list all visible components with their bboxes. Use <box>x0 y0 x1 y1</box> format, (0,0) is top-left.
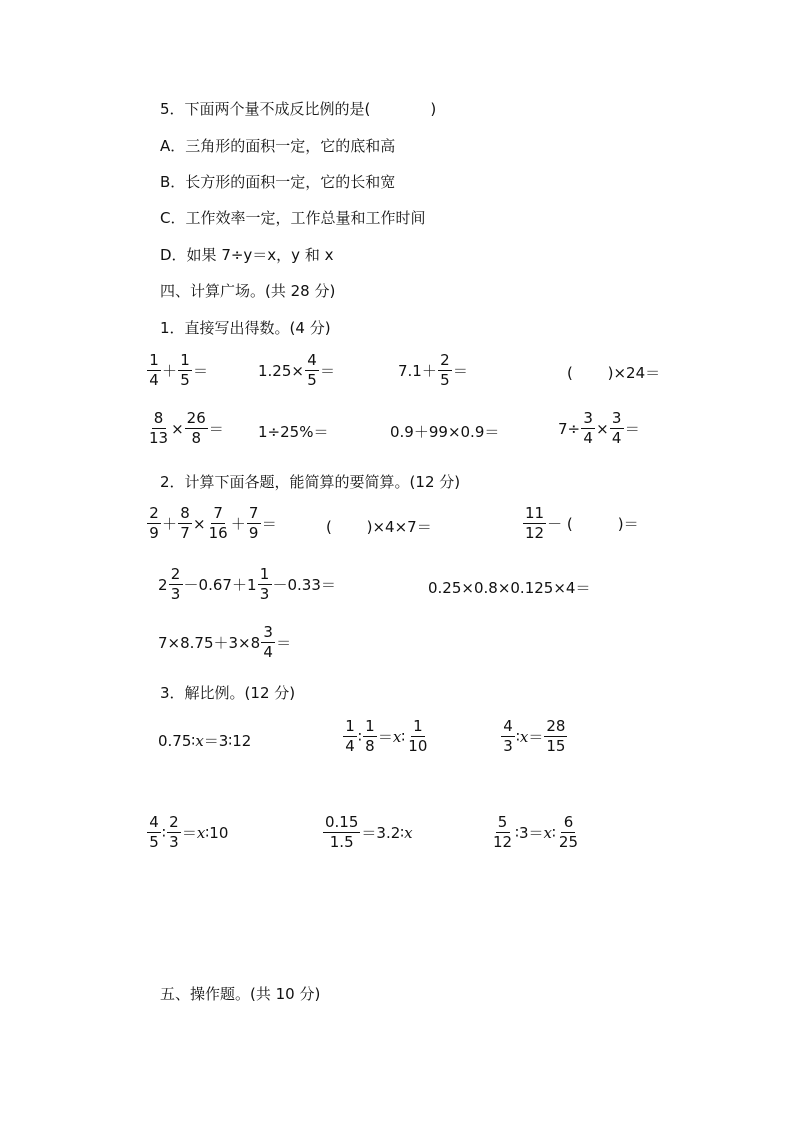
proportion-4: $\frac{4}{5}$ ∶ $\frac{2}{3}$ ＝ x ∶10 <box>146 814 228 852</box>
section-4-heading: 四、计算广场。(共 28 分) <box>160 282 336 300</box>
calc-2-1: $\frac{2}{9}$ ＋ $\frac{8}{7}$ × $\frac{7}{16}$ ＋ $\frac{7}{9}$ ＝ <box>146 505 277 543</box>
fraction: $\frac{1}{4}$ <box>147 352 161 390</box>
mixed-number: 1 $\frac{1}{3}$ <box>247 566 273 604</box>
fraction: $\frac{7}{9}$ <box>247 505 261 543</box>
proportion-5: $\frac{0.15}{1.5}$ ＝3.2∶ x <box>325 813 413 852</box>
proportion-1: 0.75∶ x ＝3∶12 <box>158 731 252 750</box>
part-3-title: 3．解比例。(12 分) <box>160 684 296 702</box>
calc-1-2: 1.25× $\frac{4}{5}$ ＝ <box>258 351 335 390</box>
section-5-heading: 五、操作题。(共 10 分) <box>160 985 321 1003</box>
part-1-title: 1．直接写出得数。(4 分) <box>160 319 331 337</box>
fraction: $\frac{2}{3}$ <box>169 566 183 604</box>
proportion-2: $\frac{1}{4}$ ∶ $\frac{1}{8}$ ＝ x ∶ $\frac{1}{10}$ <box>342 718 430 756</box>
fraction: $\frac{2}{5}$ <box>438 352 452 390</box>
calc-1-3: 7.1＋ $\frac{2}{5}$ ＝ <box>398 351 468 390</box>
fraction: $\frac{1}{10}$ <box>408 717 428 756</box>
fraction: $\frac{6}{25}$ <box>558 813 579 852</box>
calc-1-1: $\frac{1}{4}$ ＋ $\frac{1}{5}$ ＝ <box>146 352 208 390</box>
proportion-6: $\frac{5}{12}$ ∶3＝ x ∶ $\frac{6}{25}$ <box>493 813 579 852</box>
proportion-3: $\frac{4}{3}$ ∶ x ＝ $\frac{28}{15}$ <box>500 718 568 756</box>
fraction: $\frac{1}{3}$ <box>258 566 272 604</box>
option-d: D．如果 7÷y＝x，y 和 x <box>160 246 334 264</box>
fraction: $\frac{1}{8}$ <box>363 718 377 756</box>
calc-1-4: ( )×24＝ <box>567 364 661 382</box>
option-b: B．长方形的面积一定，它的长和宽 <box>160 173 396 191</box>
mixed-number: 2 $\frac{2}{3}$ <box>158 566 184 604</box>
question-5-title: 5．下面两个量不成反比例的是( ) <box>160 100 437 118</box>
part-2-title: 2．计算下面各题，能简算的要简算。(12 分) <box>160 473 461 491</box>
calc-2-2: ( )×4×7＝ <box>326 518 432 536</box>
calc-1-6: 1÷25%＝ <box>258 423 329 441</box>
calc-1-5: $\frac{8}{13}$ × $\frac{26}{8}$ ＝ <box>149 409 224 448</box>
fraction: $\frac{8}{7}$ <box>178 505 192 543</box>
fraction: $\frac{3}{4}$ <box>610 410 624 448</box>
fraction: $\frac{2}{3}$ <box>167 814 181 852</box>
fraction: $\frac{5}{12}$ <box>493 813 513 852</box>
calc-2-6: 7×8.75＋3× 8 $\frac{3}{4}$ ＝ <box>158 623 292 662</box>
fraction: $\frac{3}{4}$ <box>581 410 595 448</box>
calc-2-4: 2 $\frac{2}{3}$ －0.67＋ 1 $\frac{1}{3}$ －0.33＝ <box>158 565 336 604</box>
fraction: $\frac{1}{4}$ <box>343 718 357 756</box>
fraction: $\frac{2}{9}$ <box>147 505 161 543</box>
fraction: $\frac{1}{5}$ <box>178 352 192 390</box>
fraction: $\frac{4}{5}$ <box>147 814 161 852</box>
calc-2-3: $\frac{11}{12}$ － ( )＝ <box>525 504 639 543</box>
option-a: A．三角形的面积一定，它的底和高 <box>160 137 396 155</box>
mixed-number: 8 $\frac{3}{4}$ <box>251 624 277 662</box>
calc-2-5: 0.25×0.8×0.125×4＝ <box>428 579 591 597</box>
fraction: $\frac{26}{8}$ <box>186 409 206 448</box>
fraction: $\frac{4}{5}$ <box>305 352 319 390</box>
fraction: $\frac{3}{4}$ <box>261 624 275 662</box>
calc-1-8: 7÷ $\frac{3}{4}$ × $\frac{3}{4}$ ＝ <box>558 409 640 448</box>
option-c: C．工作效率一定，工作总量和工作时间 <box>160 209 426 227</box>
fraction: $\frac{4}{3}$ <box>501 718 515 756</box>
fraction: $\frac{7}{16}$ <box>208 504 228 543</box>
fraction: $\frac{28}{15}$ <box>546 717 566 756</box>
fraction: $\frac{8}{13}$ <box>149 409 169 448</box>
calc-1-7: 0.9＋99×0.9＝ <box>390 423 500 441</box>
fraction: $\frac{0.15}{1.5}$ <box>325 813 359 852</box>
fraction: $\frac{11}{12}$ <box>525 504 545 543</box>
